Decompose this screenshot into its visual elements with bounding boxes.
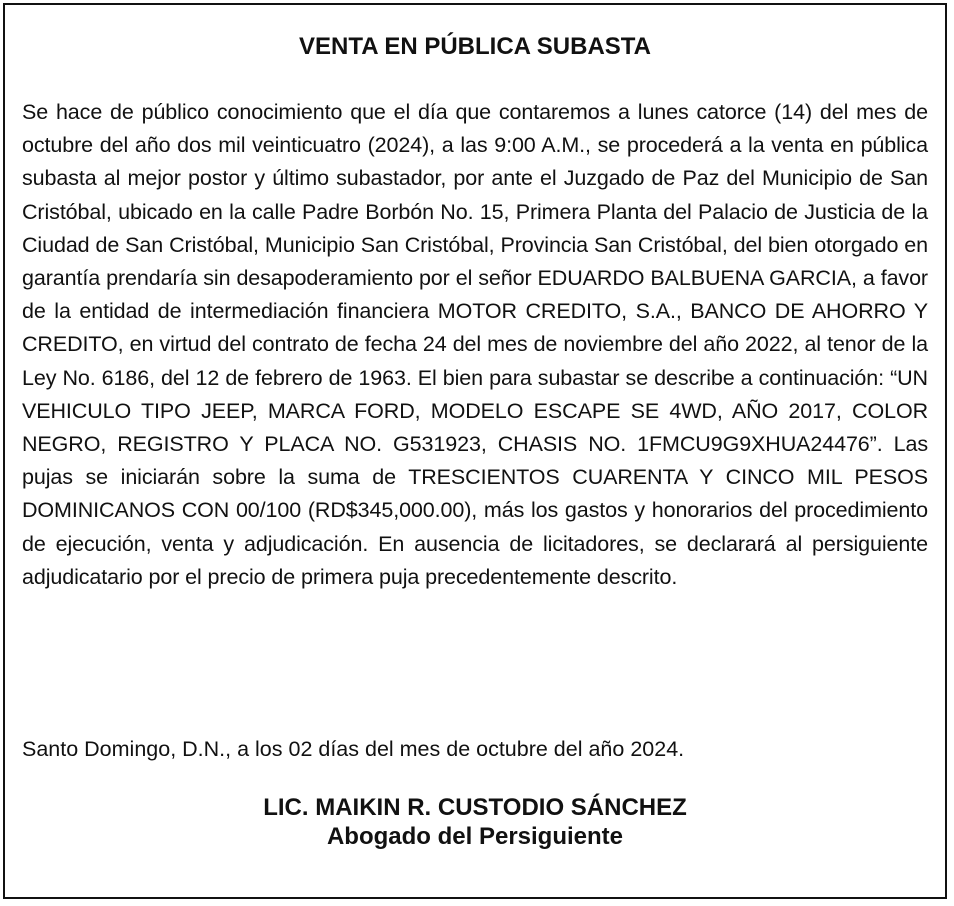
notice-date-line: Santo Domingo, D.N., a los 02 días del mes de octubre del año 2024.	[22, 737, 685, 761]
signer-name: LIC. MAIKIN R. CUSTODIO SÁNCHEZ	[263, 794, 687, 821]
legal-notice	[3, 3, 947, 899]
notice-body: Se hace de público conocimiento que el día que contaremos a lunes catorce (14) del mes de octubre del año dos mil veinticuatro (2024), a las 9:00 A.M., se procederá a la venta en pública subasta al mejor postor y último subastador, por ante el Juzgado de Paz del Municipio de San Cristóbal, ubicado en la calle Padre Borbón No. 15, Primera Planta del Palacio de Justicia de la Ciudad de San Cristóbal, Municipio San Cristóbal, Provincia San Cristóbal, del bien otorgado en garantía prendaría sin desapoderamiento por el señor EDUARDO BALBUENA GARCIA, a favor de la entidad de intermediación financiera MOTOR CREDITO, S.A., BANCO DE AHORRO Y CREDITO, en virtud del contrato de fecha 24 del mes de noviembre del año 2022, al tenor de la Ley No. 6186, del 12 de febrero de 1963. El bien para subastar se describe a continuación: “UN VEHICULO TIPO JEEP, MARCA FORD, MODELO ESCAPE SE 4WD, AÑO 2017, COLOR NEGRO, REGISTRO Y PLACA NO. G531923, CHASIS NO. 1FMCU9G9XHUA24476”. Las pujas se iniciarán sobre la suma de TRESCIENTOS CUARENTA Y CINCO MIL PESOS DOMINICANOS CON 00/100 (RD$345,000.00), más los gastos y honorarios del procedimiento de ejecución, venta y adjudicación. En ausencia de licitadores, se declarará al persiguiente adjudicatario por el precio de primera puja precedentemente descrito.	[22, 100, 928, 589]
signature-block	[5, 793, 945, 851]
signer-role: Abogado del Persiguiente	[326, 823, 624, 850]
notice-title: VENTA EN PÚBLICA SUBASTA	[298, 33, 651, 60]
